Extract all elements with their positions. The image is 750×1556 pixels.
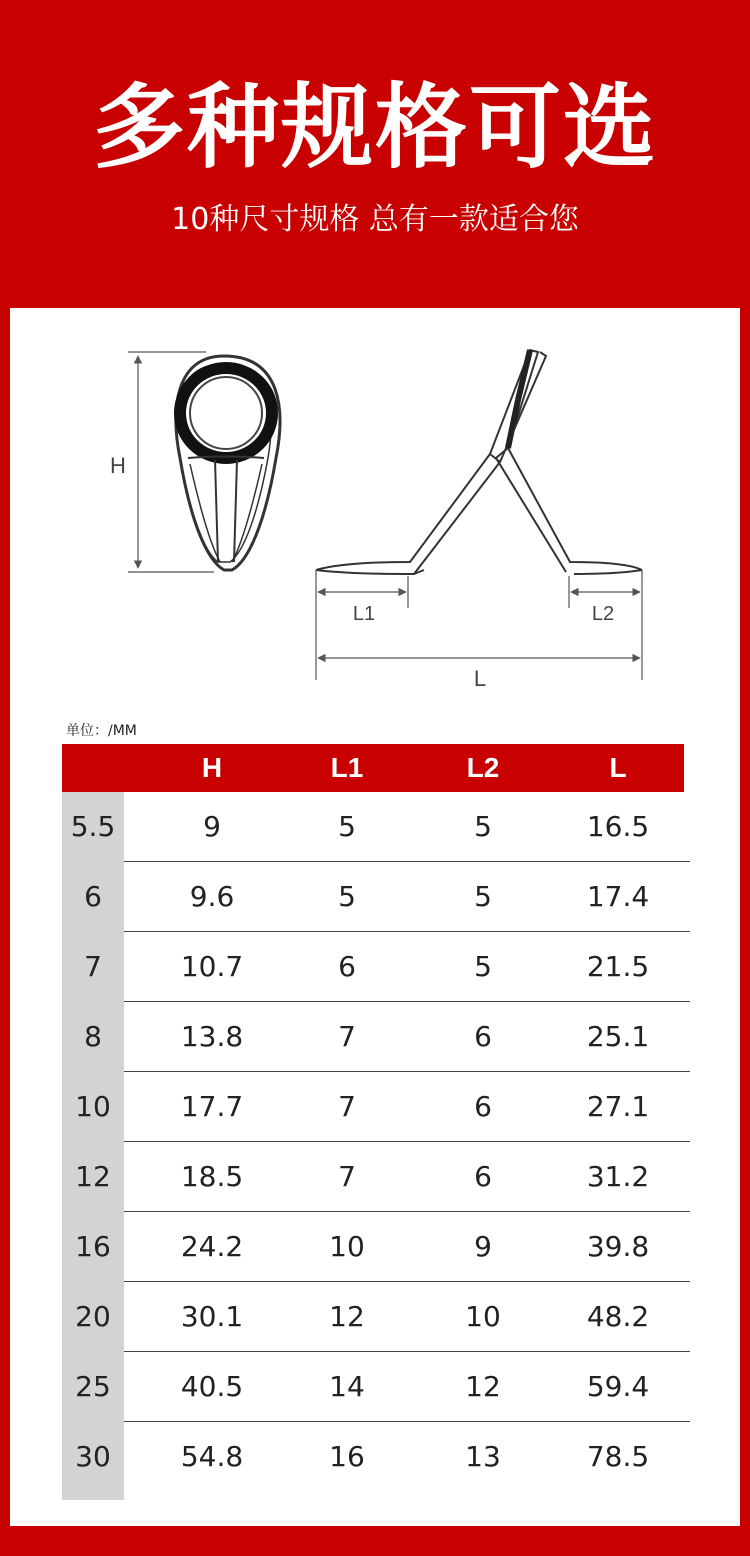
l2-cell: 6 [474,1020,492,1053]
spec-table-body [62,792,690,1500]
l1-cell: 6 [338,950,356,983]
l2-cell: 5 [474,810,492,843]
l1-cell: 5 [338,880,356,913]
size-cell: 25 [62,1352,124,1422]
table-row [62,792,690,862]
l1-cell: 7 [338,1160,356,1193]
size-cell: 12 [62,1142,124,1212]
guide-dimension-diagram [10,308,740,708]
table-row [62,932,690,1002]
size-cell: 30 [62,1422,124,1500]
l2-cell: 6 [474,1090,492,1123]
l2-label: L2 [591,603,615,625]
size-cell: 10 [62,1072,124,1142]
l-cell: 17.4 [586,880,650,913]
page-title: 多种规格可选 [92,74,657,181]
h-label: H [110,453,126,478]
l2-cell: 9 [474,1230,492,1263]
l-label: L [473,666,487,691]
h-cell: 40.5 [180,1370,244,1403]
size-cell: 5.5 [62,792,124,862]
h-cell: 9.6 [189,880,235,913]
l1-cell: 12 [329,1300,365,1333]
h-cell: 30.1 [180,1300,244,1333]
l-cell: 48.2 [586,1300,650,1333]
l1-cell: 7 [338,1090,356,1123]
l1-cell: 10 [329,1230,365,1263]
l2-cell: 5 [474,880,492,913]
table-header [62,744,684,792]
l1-cell: 7 [338,1020,356,1053]
l1-cell: 16 [329,1440,365,1473]
size-cell: 6 [62,862,124,932]
l1-label: L1 [352,603,376,625]
column-header-l2: L2 [466,752,500,783]
size-cell: 7 [62,932,124,1002]
l-cell: 25.1 [586,1020,650,1053]
l2-cell: 5 [474,950,492,983]
l-cell: 59.4 [586,1370,650,1403]
spec-panel [10,308,740,1526]
length-dimensions [316,570,642,680]
size-cell: 20 [62,1282,124,1352]
l-cell: 16.5 [586,810,650,843]
l-cell: 27.1 [586,1090,650,1123]
h-cell: 24.2 [180,1230,244,1263]
size-cell: 8 [62,1002,124,1072]
l-cell: 31.2 [586,1160,650,1193]
l2-cell: 12 [465,1370,501,1403]
h-cell: 54.8 [180,1440,244,1473]
l1-cell: 14 [329,1370,365,1403]
table-row [62,1352,690,1422]
table-row [62,862,690,932]
unit-label: 单位：/MM [66,723,137,739]
size-cell: 16 [62,1212,124,1282]
side-view [316,350,642,574]
l-cell: 21.5 [586,950,650,983]
l2-cell: 13 [465,1440,501,1473]
h-cell: 13.8 [180,1020,244,1053]
front-view [176,356,280,570]
table-row [62,1282,690,1352]
h-cell: 17.7 [180,1090,244,1123]
h-cell: 10.7 [180,950,244,983]
table-row [62,1212,690,1282]
l2-cell: 6 [474,1160,492,1193]
table-row [62,1002,690,1072]
table-row [62,1072,690,1142]
l1-cell: 5 [338,810,356,843]
page-subtitle: 10种尺寸规格 总有一款适合您 [171,202,579,237]
column-header-h: H [201,752,223,783]
l2-cell: 10 [465,1300,501,1333]
h-cell: 18.5 [180,1160,244,1193]
column-header-l: L [609,752,627,783]
table-row [62,1422,690,1500]
l-cell: 39.8 [586,1230,650,1263]
h-cell: 9 [203,810,221,843]
l-cell: 78.5 [586,1440,650,1473]
column-header-l1: L1 [330,752,364,783]
table-row [62,1142,690,1212]
